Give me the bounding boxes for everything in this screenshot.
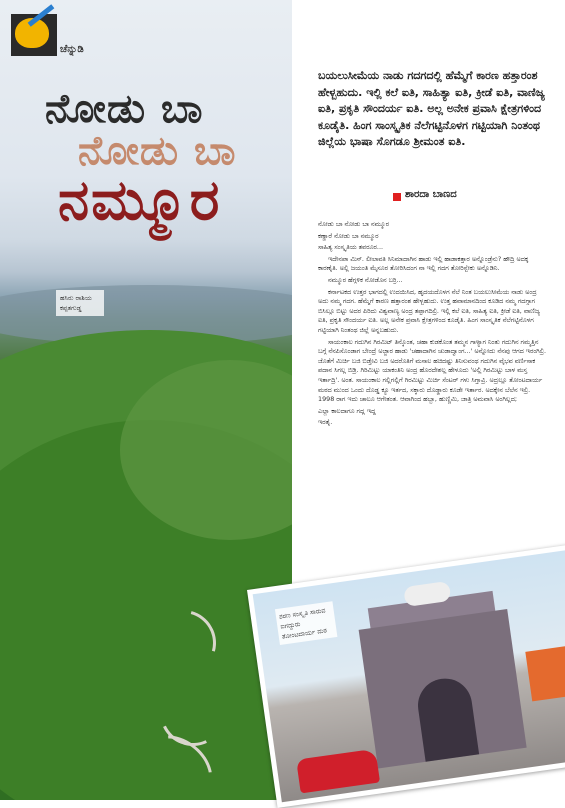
paragraph: ಕರ್ನಾಟಕದ ಉತ್ತರ ಭಾಗದಲ್ಲಿ ಉದಯಿಸಿದ, ಹೃದಯದೊಳಗ ನೆಲೆ ನಿಂತ ಬಯಲುಸೀಮೆಯ ನಾಡು ಅಂದ್ರ ಅದು ನಮ್ಮ ಗದಗ. ಹೆಮ್ಮೆಗೆ ಕಾರಣ ಹತ್ತಾರಂಶ ಹೇಳ್ಬಹುದು. ಉತ್ತ ಹವಾಮಾನದಿಂದ ಕೂಡಿದ ನಮ್ಮ ಗದಗ್ಗಾಗ ಬಿಸಿಲ್ಗೂ ಬಿಟ್ಟು ಅದರ ಪಿರಿದು ವಿಶ್ವವಾಣ್ಯ ಅಂದ್ರ ತಪ್ಪಾಗದಿಲ್ರಿ. ಇಲ್ಲಿ ಕಲೆ ಐತಿ, ಸಾಹಿತ್ಯ ಐತಿ, ಕ್ರೀಡೆ ಐತಿ, ವಾಣಿಜ್ಯ ಐತಿ, ಪ್ರಕೃತಿ ಸೌಂದರ್ಯ ಐತಿ. ಅಲ್ಲ ಅನೇಕ ಪ್ರವಾಸಿ ಕ್ಷೇತ್ರಗಳಿಂದ ಕೂಡೈತಿ. ಹಿಂಗ ಸಾಂಸ್ಕೃತಿಕ ನೆಲೆಗಟ್ಟಿನೊಳಗ ಗಟ್ಟಿಯಾಗಿ ನಿಂತಂಥ ಜಿಲ್ಲೆ ಅನ್ನಬಹುದು. (318, 287, 540, 334)
paragraph: ಇರತೈ. (318, 418, 333, 427)
author-marker-icon (393, 193, 401, 201)
verse-line: ಸಾಹಿತ್ಯ ಸಂಸ್ಕೃತಿಯ ತವರೂರ... (318, 243, 384, 252)
temple-photo (247, 544, 565, 808)
banner (525, 646, 565, 701)
intro-text: ಬಯಲುಸೀಮೆಯ ನಾಡು ಗದಗದಲ್ಲಿ ಹೆಮ್ಮೆಗೆ ಕಾರಣ ಹತ್ತಾರಂಶ ಹೇಳ್ಬಹುದು. ಇಲ್ಲಿ ಕಲೆ ಐತಿ, ಸಾಹಿತ್ಯಾ ಐತಿ, ಕ್ರೀಡೆ ಐತಿ, ವಾಣಿಜ್ಯ ಐತಿ, ಪ್ರಕೃತಿ ಸೌಂದರ್ಯ ಐತಿ. ಅಲ್ಲ ಅನೇಕ ಪ್ರವಾಸಿ ಕ್ಷೇತ್ರಗಳಿಂದ ಕೂಡೈತಿ. ಹಿಂಗ ಸಾಂಸ್ಕೃತಿಕ ನೆಲೆಗಟ್ಟಿನೊಳಗ ಗಟ್ಟಿಯಾಗಿ ನಿಂತಂಥ ಜಿಲ್ಲೆಯ ಭಾಷಾ ಸೊಗಡೂ ಶ್ರೀಮಂತ ಐತಿ. (318, 69, 545, 148)
section-tag: ಚೆನ್ನುಡಿ (60, 44, 84, 55)
left-photo-caption: ಹಸಿರು ರಾಶಿಯ ಕಪ್ಪತಗುಡ್ಡ (56, 290, 104, 316)
temple-photo-caption: ಶರಣ ಸಂಸ್ಕೃತಿ ಸಾರುವ ಐಗದ್ದುರು ತೋಂಟದಾರ್ಯ ಮಠ (275, 601, 337, 645)
paragraph: ಸಾಯಂಕಾಲ ಗದುಗಿನ ಗಿರಮಿಟ್ ತಿನ್ಕೊಂತ, ಚಹಾ ಕುಡಕೊಂತ ತಮ್ಮನ ಗಾಳ್ಯಾಗ ನಿಂತು ಗದುಗಿನ ಗಮ್ಮತ್ತಿನ ಬಗ್ಗೆ ನೆನಪಿಸೊಂಡಾಗ ಬೇಂದ್ರೆ ಅಜ್ಜಾರ ಹಾಡು 'ಚಹಾದಾಗಿನ ಚುಡಾದ್ವಾಂಗ...' ಅನ್ನೋದು ನೆನಪು ಆಗದ ಇರಂಗಿಲ್ರಿ. ಜೊತೆಗೆ ಮಿರ್ಚಿ ಬಜಿ ಬಿಡ್ತೇವಿ ಬಜಿ ಅದರೊತಿಗೆ ಮಸಾಲ ಹಚಿದಷ್ಟು ತಿನಿಸುವಂಥ ಗದುಗಿನ ವೈಭವ ವರ್ಣಿಸಾಕ ಪದಾನ ಸಿಗಲ್ಲ ಬಿಡ್ರಿ. ಗಿರಿಮಿಟ್ಟು ಯಾಕಂತಿನಿ ಅಂದ್ರ ಹೊರದೇಶಲ್ಲ ಹೇಳೂದು 'ಅಲ್ಲಿ ಗಿರಮಿಟ್ಟು ಬಾಳ ಮಸ್ತ ಇರ್ತಾದ್ರಿ'. ಅಂತ. ಸಾಯಂಕಾಲ ಗಲ್ಲಿಗಲ್ಲಿಗೆ ಗಿರಮಿಟ್ಟು ಮಿರ್ಚಿ ಸೆಂಟರ್ ಗಳು ಸಿಗ್ತಾವ್ರಿ. ಅದ್ರಲ್ಲೂ ತೋಂಟದಾರ್ಯ ಮಠದ ಮುಂದ ಒಂದು ದೊಡ್ಡ ಕ್ಯೂ ಇರ್ತದ, ಸಕ್ಕಾರು ದೊಡ್ಡಾರು ಕೂಡೇ ಇರ್ತಾರ. ಅದಕ್ಕೇನ ಬೆಲೆನ ಇಲ್ರಿ. 1998 ರಾಗ ಇದು ಚಾಲೂ ಆಗೇತಂತ. ಆವಾಗಿಂದ ಹಬ್ಬಾ, ಹುಣ್ಣಿಮಿ, ಜಾತ್ರಿ ಅಮವಾಸಿ ಅಂಗಿಲ್ಲದ; (318, 337, 547, 404)
title-line-2: ನೋಡು ಬಾ (78, 128, 237, 174)
red-car (296, 749, 380, 794)
temple-photo-image (253, 550, 565, 802)
article-body (318, 220, 548, 430)
paragraph: ಇದೇನಪಾ ಮಿಸ್. ಲೀಲಾವತಿ ಸಿನಿಮಾದಾಗಿನ ಹಾಡು ಇಲ್ಲಿ ಹಾಡಾಕತ್ತಾರ ಅನ್ನೊಂಡ್ರೆನು? ಹೌದ್ರಿ ಅದಕ್ಕ ಕಾರಣೈತಿ. ಅಲ್ಲಿ ಜಯಂತಿ ಮೈಸೂರ ತೋರಿಸಿದಂಗ ನಾ ಇಲ್ಲಿ ಗದಗ ತೋರಿಸ್ಬೇಕು ಅನ್ನೊಡಿನಿ. (318, 254, 529, 273)
title-line-1: ನೋಡು ಬಾ (45, 86, 204, 132)
paragraph: ನಮ್ಮೂರ ಹೆಗ್ಗಳಿಕ ನೋಡೊನ ಬರ್ರಿ... (328, 275, 403, 284)
verse-line: ಕಣ್ಣಾರೆ ನೋಡು ಬಾ ನಮ್ಮೂರ (318, 231, 379, 240)
title-line-3: ನಮ್ಮೂರ (58, 168, 222, 233)
paragraph: ಎಲ್ಲಾ ಕಾಲದಾಗೂ ಗದ್ಲ ಇದ್ದ (318, 406, 376, 415)
verse-line: ನೋಡು ಬಾ ನೋಡು ಬಾ ನಮ್ಮೂರ (318, 220, 389, 228)
intro-block (318, 68, 548, 151)
author-name: ಶಾರದಾ ಬಾಣದ (405, 189, 457, 200)
